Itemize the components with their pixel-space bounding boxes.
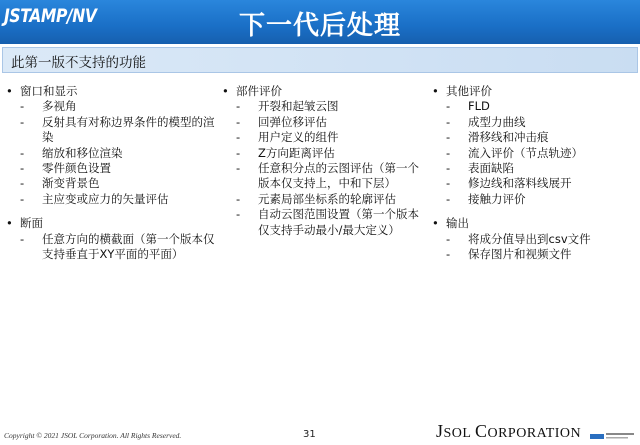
dash-icon: -	[20, 191, 25, 206]
bullet-heading-text: 窗口和显示	[20, 84, 78, 98]
dash-icon: -	[236, 114, 241, 129]
bullet-dot-icon: •	[432, 216, 439, 231]
dash-icon: -	[236, 161, 241, 176]
dash-icon: -	[446, 176, 451, 191]
dash-icon: -	[446, 99, 451, 114]
bullet-dot-icon: •	[222, 84, 229, 98]
sub-item-text: 任意积分点的云图评估（第一个版本仅支持上，中和下层）	[258, 161, 419, 191]
partner-logo-icon	[590, 430, 636, 442]
dash-icon: -	[20, 161, 25, 176]
company-letter-j: J	[436, 421, 444, 441]
sub-item	[6, 161, 216, 176]
sub-item-text: 主应变或应力的矢量评估	[42, 191, 169, 206]
bullet-section	[222, 84, 422, 238]
bullet-section	[6, 216, 216, 262]
sub-item	[6, 115, 216, 146]
dash-icon: -	[236, 207, 241, 222]
dash-icon: -	[446, 191, 451, 206]
sub-item-text: 回弹位移评估	[258, 114, 327, 129]
dash-icon: -	[236, 130, 241, 145]
jstamp-logo: JSTAMP/NV	[4, 5, 97, 27]
copyright-text: Copyright © 2021 JSOL Corporation. All Rights Reserved.	[4, 431, 182, 440]
dash-icon: -	[20, 231, 25, 246]
bullet-heading	[6, 84, 216, 99]
bullet-heading-text: 其他评价	[446, 84, 492, 98]
dash-icon: -	[236, 191, 241, 206]
sub-item	[222, 130, 422, 145]
sub-item-text: 反射具有对称边界条件的模型的渲染	[42, 114, 215, 145]
sub-item	[222, 207, 422, 238]
bullet-section	[6, 84, 216, 207]
sub-item	[432, 99, 632, 114]
sub-item-text: 开裂和起皱云图	[258, 99, 339, 114]
sub-item-text: Z方向距离评估	[258, 145, 335, 160]
sub-item	[6, 146, 216, 161]
company-letters-orporation: ORPORATION	[487, 426, 582, 441]
sub-item-text: 滑移线和冲击痕	[468, 130, 549, 145]
dash-icon: -	[20, 99, 25, 114]
bullet-heading-text: 断面	[20, 216, 43, 231]
dash-icon: -	[446, 130, 451, 145]
sub-item	[432, 161, 632, 176]
sub-item-text: FLD	[468, 99, 490, 114]
dash-icon: -	[446, 114, 451, 129]
sub-item	[6, 232, 216, 263]
column-other-output	[432, 84, 632, 271]
dash-icon: -	[236, 99, 241, 114]
sub-item-text: 保存图片和视频文件	[468, 247, 572, 262]
sub-item	[432, 247, 632, 262]
sub-item-text: 元素局部坐标系的轮廓评估	[258, 191, 396, 206]
bullet-dot-icon: •	[6, 84, 13, 98]
dash-icon: -	[446, 247, 451, 262]
sub-item	[6, 192, 216, 207]
page-number: 31	[303, 429, 316, 440]
sub-item-text: 自动云图范围设置（第一个版本仅支持手动最小/最大定义）	[258, 207, 419, 237]
sub-item	[222, 115, 422, 130]
sub-item	[432, 192, 632, 207]
sub-item-text: 将成分值导出到csv文件	[468, 231, 591, 246]
column-part-evaluation	[222, 84, 422, 247]
slide-title: 下一代后处理	[238, 11, 401, 41]
sub-item-text: 用户定义的组件	[258, 130, 339, 145]
bullet-heading	[432, 84, 632, 99]
sub-item	[432, 176, 632, 191]
sub-item-text: 修边线和落料线展开	[468, 176, 572, 191]
sub-item	[432, 115, 632, 130]
bullet-heading-text: 部件评价	[236, 84, 282, 98]
sub-item-text: 表面缺陷	[468, 161, 514, 176]
bullet-dot-icon: •	[6, 216, 13, 231]
dash-icon: -	[20, 114, 25, 129]
dash-icon: -	[446, 231, 451, 246]
sub-item-text: 任意方向的横截面（第一个版本仅支持垂直于XY平面的平面）	[42, 231, 215, 262]
sub-item	[432, 232, 632, 247]
bullet-heading	[222, 84, 422, 99]
sub-item-text: 接触力评价	[468, 191, 526, 206]
bullet-section	[432, 84, 632, 207]
dash-icon: -	[20, 176, 25, 191]
company-logo	[436, 421, 581, 442]
bullet-section	[432, 216, 632, 262]
title-bar	[0, 0, 640, 44]
company-letter-c: C	[474, 421, 488, 441]
sub-item	[222, 146, 422, 161]
section-heading: 此第一版不支持的功能	[11, 55, 146, 71]
sub-item-text: 成型力曲线	[468, 114, 526, 129]
sub-item-text: 零件颜色设置	[42, 161, 111, 176]
sub-item	[432, 130, 632, 145]
sub-item-text: 多视角	[42, 99, 77, 114]
bullet-heading	[432, 216, 632, 231]
company-letters-sol: SOL	[443, 426, 475, 441]
sub-item	[6, 176, 216, 191]
sub-item-text: 渐变背景色	[42, 176, 100, 191]
sub-item	[222, 161, 422, 192]
bullet-heading	[6, 216, 216, 231]
sub-item	[6, 99, 216, 114]
bullet-heading-text: 输出	[446, 216, 469, 231]
dash-icon: -	[20, 145, 25, 160]
dash-icon: -	[446, 145, 451, 160]
sub-item-text: 流入评价（节点轨迹）	[468, 145, 583, 160]
column-window-display	[6, 84, 216, 271]
sub-item	[432, 146, 632, 161]
dash-icon: -	[446, 161, 451, 176]
sub-item	[222, 192, 422, 207]
bullet-dot-icon: •	[432, 84, 439, 98]
dash-icon: -	[236, 145, 241, 160]
sub-item-text: 缩放和移位渲染	[42, 145, 123, 160]
section-heading-bar	[2, 47, 638, 73]
sub-item	[222, 99, 422, 114]
